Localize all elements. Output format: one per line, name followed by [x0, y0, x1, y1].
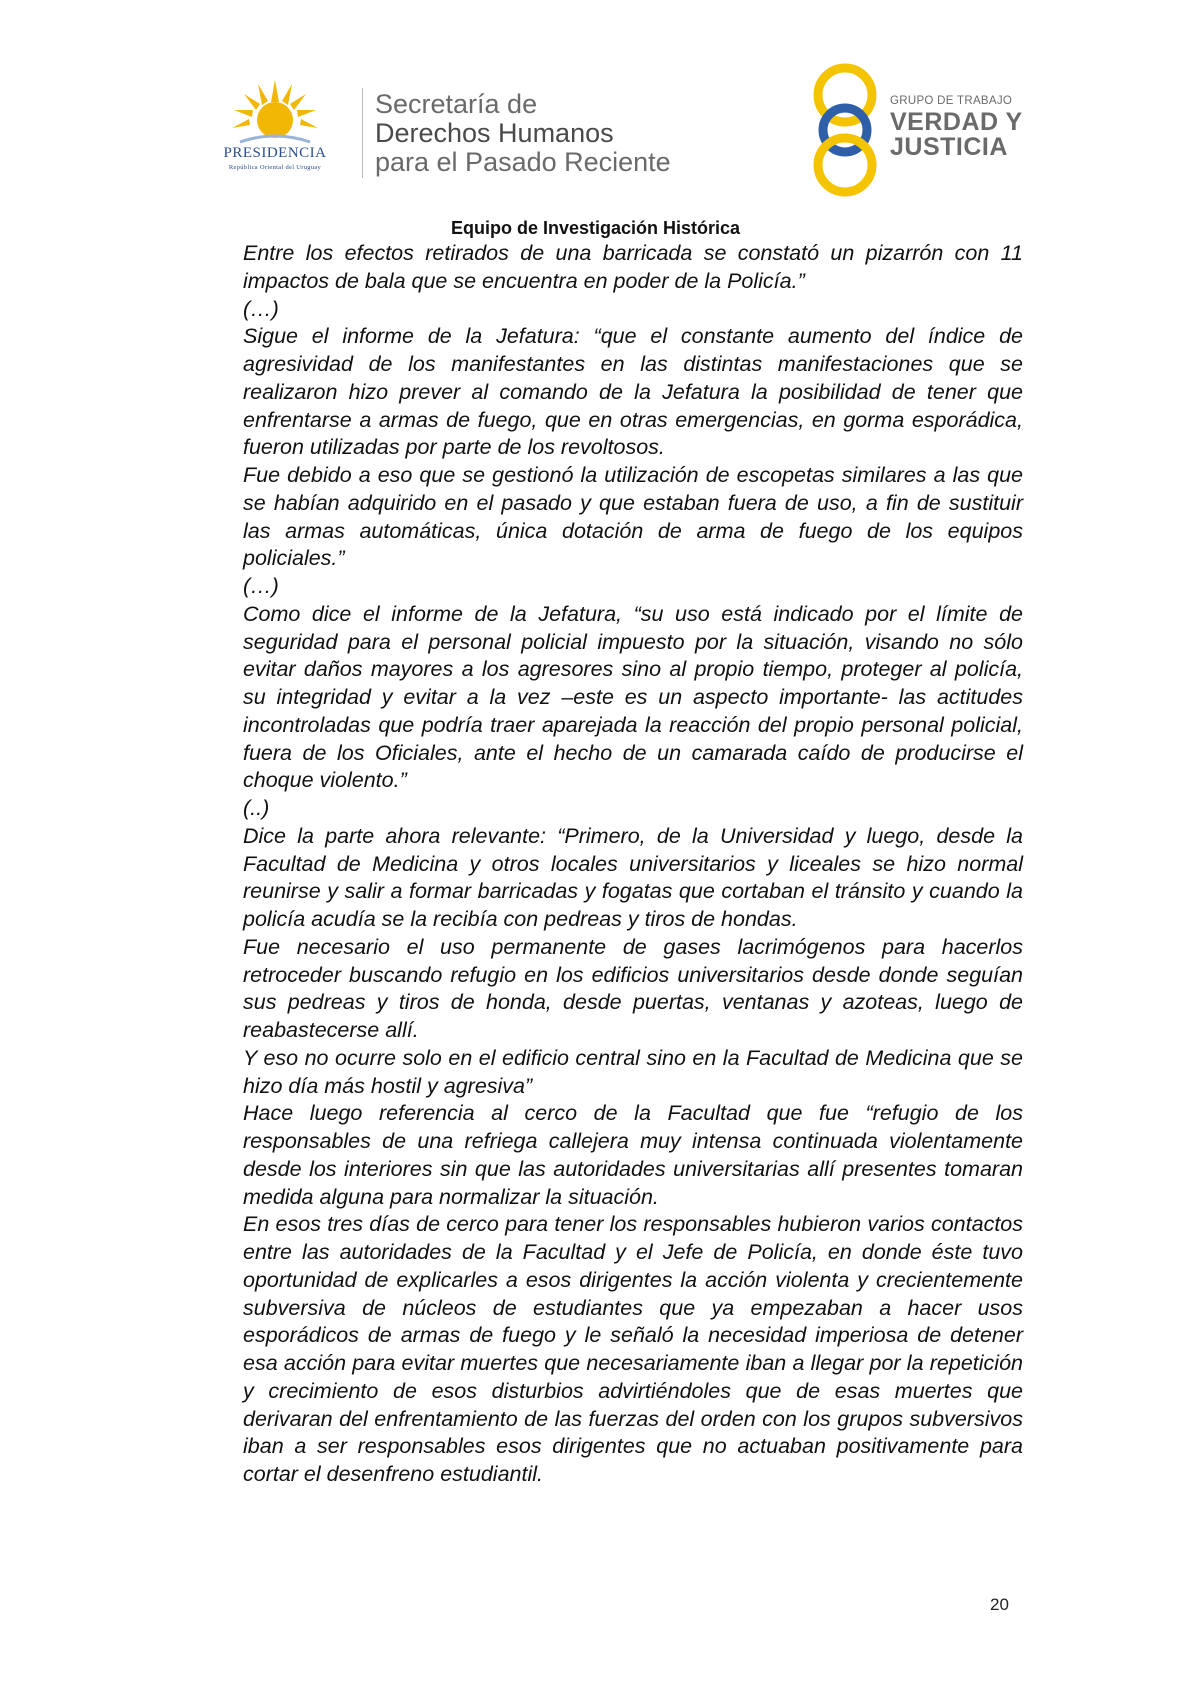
page-number: 20: [990, 1595, 1009, 1614]
secretaria-line-3: para el Pasado Reciente: [375, 147, 671, 177]
presidencia-name: PRESIDENCIA: [223, 145, 327, 161]
paragraph: Y eso no ocurre solo en el edificio central sino en la Facultad de Medicina que se hizo día más hostil y agresiva”: [243, 1045, 1023, 1098]
paragraph: (…): [243, 296, 279, 321]
grupo-line-3: JUSTICIA: [890, 133, 1008, 161]
secretaria-line-2: Derechos Humanos: [375, 118, 614, 148]
document-body: [243, 240, 1023, 1489]
paragraph: (…): [243, 574, 279, 598]
paragraph: Fue necesario el uso permanente de gases lacrimógenos para hacerlos retroceder buscando refugio en los edificios universitarios desde donde seguían sus pedreas y tiros de honda, desde puertas, ventanas y azoteas, luego de reabastecerse allí.: [243, 934, 1023, 1042]
paragraph: Como dice el informe de la Jefatura, “su uso está indicado por el límite de seguridad para el personal policial impuesto por la situación, visando no sólo evitar daños mayores a los agresores sino al propio tiempo, proteger al policía, su integridad y evitar a la vez –este es un aspecto importante- las actitudes incontroladas que podría traer aparejada la reacción del propio personal policial, fuera de los Oficiales, ante el hecho de un camarada caído de producirse el choque violento.”: [243, 601, 1023, 793]
paragraph: Dice la parte ahora relevante: “Primero, de la Universidad y luego, desde la Facultad de Medicina y otros locales universitarios y liceales se hizo normal reunirse y salir a formar barricadas y fogatas que cortaban el tránsito y cuando la policía acudía se la recibía con pedreas y tiros de hondas.: [243, 823, 1023, 931]
grupo-line-1: GRUPO DE TRABAJO: [890, 95, 1013, 107]
presidencia-logo: [195, 80, 355, 180]
sun-icon: [230, 80, 320, 150]
page-header: [0, 0, 1191, 215]
header-divider: [362, 88, 363, 178]
presidencia-subtitle: República Oriental del Uruguay: [228, 164, 322, 171]
secretaria-logo: [375, 90, 671, 177]
grupo-verdad-justicia-logo: [805, 60, 1035, 200]
secretaria-line-1: Secretaría de: [375, 89, 538, 119]
grupo-line-2: VERDAD Y: [890, 108, 1023, 136]
paragraph: Fue debido a eso que se gestionó la utilización de escopetas similares a las que se habían adquirido en el pasado y que estaban fuera de uso, a fin de sustituir las armas automáticas, única dotación de arma de fuego de los equipos policiales.”: [243, 463, 1023, 571]
paragraph: Hace luego referencia al cerco de la Facultad que fue “refugio de los responsables de una refriega callejera muy intensa continuada violentamente desde los interiores sin que las autoridades universitarias allí presentes tomaran medida alguna para normalizar la situación.: [243, 1101, 1023, 1209]
paragraph: En esos tres días de cerco para tener los responsables hubieron varios contactos entre las autoridades de la Facultad y el Jefe de Policía, en donde éste tuvo oportunidad de explicarles a esos dirigentes la acción violenta y crecientemente subversiva de núcleos de estudiantes que ya empezaban a hacer usos esporádicos de armas de fuego y le señaló la necesidad imperiosa de detener esa acción para evitar muertes que necesariamente iban a llegar por la repetición y crecimiento de esos disturbios advirtiéndoles que de esas muertes que derivaran del enfrentamiento de las fuerzas del orden con los grupos subversivos iban a ser responsables esos dirigentes que no actuaban positivamente para cortar el desenfreno estudiantil.: [243, 1212, 1023, 1486]
paragraph: Entre los efectos retirados de una barricada se constató un pizarrón con 11 impactos de bala que se encuentra en poder de la Policía.”: [243, 241, 1023, 293]
paragraph: (..): [243, 796, 270, 820]
rings-icon: [805, 60, 885, 200]
team-title: Equipo de Investigación Histórica: [450, 218, 741, 238]
paragraph: Sigue el informe de la Jefatura: “que el constante aumento del índice de agresividad de los manifestantes en las distintas manifestaciones que se realizaron hizo prever al comando de la Jefatura la posibilidad de tener que enfrentarse a armas de fuego, que en otras emergencias, en gorma esporádica, fueron utilizadas por parte de los revoltosos.: [243, 324, 1023, 460]
